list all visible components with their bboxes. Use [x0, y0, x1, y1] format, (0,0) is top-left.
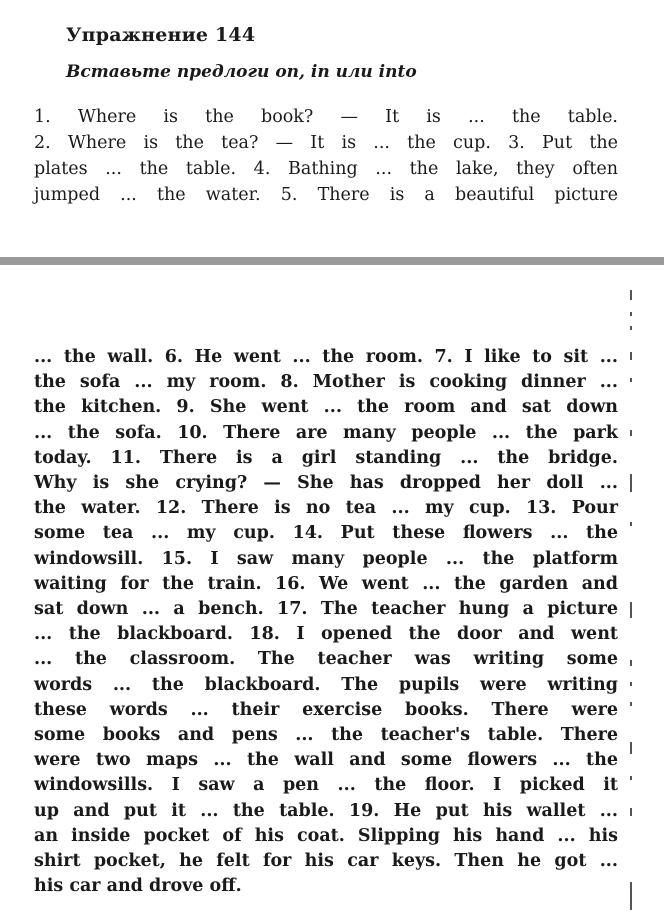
page-top-fragment — [0, 0, 664, 258]
text-line: were two maps ... the wall and some flowers ... the — [34, 750, 618, 771]
text-line: ... the classroom. The teacher was writing some — [34, 649, 618, 670]
text-line: words ... the blackboard. The pupils were writing — [34, 674, 618, 695]
text-line: windowsills. I saw a pen ... the floor. I picked it — [34, 775, 618, 796]
text-line: the water. 12. There is no tea ... my cup. 13. Pour — [34, 498, 618, 519]
text-line: waiting for the train. 16. We went ... the garden and — [34, 573, 618, 594]
text-line: up and put it ... the table. 19. He put his wallet ... — [34, 800, 618, 821]
text-line: ... the wall. 6. He went ... the room. 7. I like to sit ... — [34, 347, 618, 367]
text-line: these words ... their exercise books. There were — [34, 699, 618, 720]
exercise-title: Упражнение 144 — [66, 24, 256, 46]
text-line: plates ... the table. 4. Bathing ... the lake, they often — [34, 159, 618, 179]
text-line: 1. Where is the book? — It is ... the table. — [34, 107, 618, 127]
text-line: ... the sofa. 10. There are many people ... the park — [34, 422, 618, 443]
page-edge-marks — [628, 290, 636, 920]
text-line: the sofa ... my room. 8. Mother is cooking dinner ... — [34, 372, 618, 393]
text-line: 2. Where is the tea? — It is ... the cup. 3. Put the — [34, 133, 618, 153]
text-line: sat down ... a bench. 17. The teacher hung a picture — [34, 599, 618, 620]
exercise-text-bottom — [34, 345, 618, 899]
text-line: shirt pocket, he felt for his car keys. Then he got ... — [34, 851, 618, 872]
text-line: the kitchen. 9. She went ... the room and sat down — [34, 397, 618, 418]
text-line: Why is she crying? — She has dropped her doll ... — [34, 473, 618, 494]
text-line: an inside pocket of his coat. Slipping his hand ... his — [34, 825, 618, 846]
page-divider — [0, 257, 664, 265]
text-line: ... the blackboard. 18. I opened the door and went — [34, 624, 618, 645]
exercise-instruction: Вставьте предлоги on, in или into — [66, 62, 417, 82]
text-line: his car and drove off. — [34, 876, 242, 897]
text-line: windowsill. 15. I saw many people ... the platform — [34, 548, 618, 569]
text-line: jumped ... the water. 5. There is a beautiful picture — [34, 185, 618, 205]
exercise-text-top — [34, 104, 618, 208]
text-line: some books and pens ... the teacher's table. There — [34, 725, 618, 746]
text-line: some tea ... my cup. 14. Put these flowers ... the — [34, 523, 618, 544]
text-line: today. 11. There is a girl standing ... the bridge. — [34, 447, 618, 468]
